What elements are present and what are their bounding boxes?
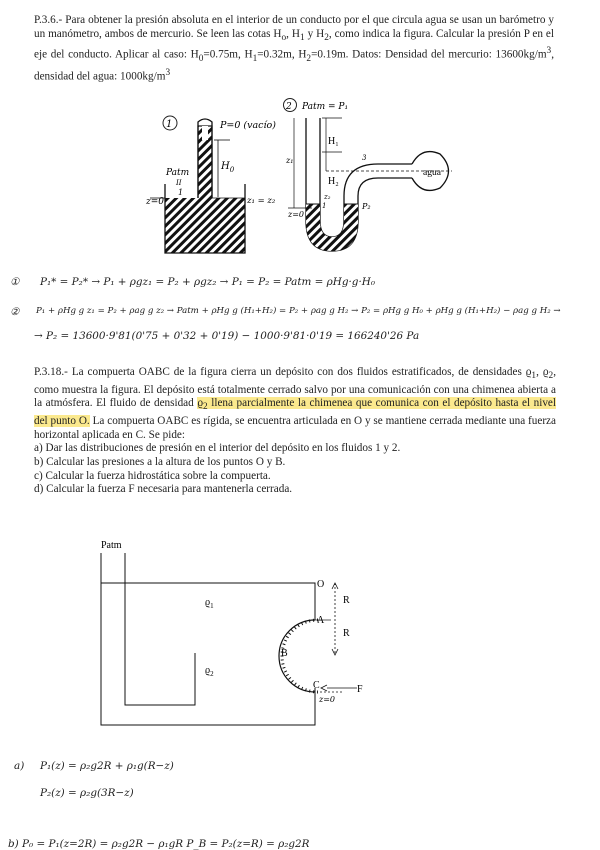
question-c: c) Calcular la fuerza hidrostática sobre la compuerta. (34, 469, 271, 482)
fig3-z0-label: z=0 (319, 695, 336, 704)
solution-2-line: P₁ + ρHg g z₁ = P₂ + ρag g z₂ → Patm + ρHg g (H₁+H₂) = P₂ + ρag g H₂ → P₂ = ρHg g H₀ + ρHg g (H₁+H₂) − ρag g H₂ → (36, 306, 561, 316)
fig2-h2-label: H₂ (328, 176, 339, 187)
fig3-point-c: C (313, 680, 320, 691)
fig1-z0-label: z=0 (146, 197, 165, 207)
solution-b-line: b) P₀ = P₁(z=2R) = ρ₂g2R − ρ₁gR P_B = P₂(z=R) = ρ₂g2R (8, 838, 310, 850)
solution-2-number: ② (10, 306, 20, 318)
solution-a-line2: P₂(z) = ρ₂g(3R−z) (40, 787, 134, 799)
fig3-force-f: F (357, 684, 363, 695)
fig1-z1z2-label: z₁ = z₂ (247, 196, 276, 206)
solution-a-label: a) (14, 760, 25, 772)
svg-text:2: 2 (286, 102, 292, 112)
solution-1-number: ① (10, 276, 20, 288)
fig3-r-upper: R (343, 595, 350, 606)
figure-tank-gate (95, 535, 395, 730)
solution-a-line1: P₁(z) = ρ₂g2R + ρ₁g(R−z) (40, 760, 174, 772)
fig2-three-label: 3 (362, 154, 367, 162)
fig2-agua-label: agua (423, 168, 441, 178)
question-a: a) Dar las distribuciones de presión en el interior del depósito en los fluidos 1 y 2. (34, 442, 401, 455)
fig3-rho2-label: $ϱ_2$ (205, 665, 214, 678)
fig2-one-label: 1 (322, 202, 327, 210)
problem-3-18-statement: P.3.18.- La compuerta OABC de la figura cierra un depósito con dos fluidos estratificados, de densidades $ϱ_1$, $ϱ_2$, como muestra la figura. El depósito está totalmente cerrado salvo por una comunicación con una chimenea abierta a la atmósfera. El fluido de densidad $ϱ_2$ llena parcialmente la chimenea que comunica con el depósito hasta el nivel del punto O. La compuerta OABC es rígida, se encuentra articulada en O y se mantiene cerrada mediante una fuerza horizontal aplicada en C. Se pide: a) Dar las distribuciones de presión en el interior del depósito en los fluidos 1 y 2. b) Calcular las presiones a la altura de los puntos O y B. c) Calcular la fuerza hidrostática sobre la compuerta. d) Calcular la fuerza F necesaria para mantenerla cerrada. (34, 366, 557, 496)
solution-3-line: → P₂ = 13600·9'81(0'75 + 0'32 + 0'19) − 1000·9'81·0'19 = 166240'26 Pa (34, 330, 420, 342)
svg-text:1: 1 (178, 188, 184, 197)
fig3-r-lower: R (343, 628, 350, 639)
fig2-patm-label: Patm = P₁ (302, 102, 349, 112)
fig3-patm-label: Patm (101, 540, 122, 551)
fig2-z1-label: z₁ (286, 156, 294, 165)
fig1-vacuum-label: P=0 (vacío) (220, 120, 276, 131)
figure-barometer (146, 112, 285, 257)
fig3-point-o: O (317, 579, 325, 590)
question-b: b) Calcular las presiones a la altura de los puntos O y B. (34, 456, 286, 469)
fig1-label-1: 1 (166, 119, 173, 130)
problem-3-6-statement: P.3.6.- Para obtener la presión absoluta en el interior de un conducto por el que circula agua se usan un barómetro y un manómetro, ambos de mercurio. Se leen las cotas $H_o$, $H_1$ y $H_2$, como indica la figura. Calcular la presión P en el eje del conducto. Aplicar al caso: $H_0=0.75m$, $H_1=0.32m$, $H_2=0.19m$. Datos: Densidad del mercurio: $13600kg/m^3$, densidad del agua: $1000kg/m^3$ (34, 14, 554, 83)
fig2-z2-label: z₂ (324, 193, 331, 201)
fig2-z0-label: z=0 (288, 210, 305, 219)
fig1-patm-label: Patm (166, 168, 190, 178)
fig3-point-a: A (317, 615, 325, 626)
fig1-h0-label: $H_0$ (221, 161, 235, 174)
fig2-h1-label: H₁ (328, 136, 339, 147)
fig3-rho1-label: $ϱ_1$ (205, 597, 214, 610)
fig2-p2-label: P₂ (362, 202, 371, 211)
question-d: d) Calcular la fuerza F necesaria para mantenerla cerrada. (34, 483, 293, 496)
fig1-patm-sub: II (176, 179, 182, 187)
fig3-point-b: B (281, 648, 288, 659)
solution-1-line: P₁* = P₂* → P₁ + ρgz₁ = P₂ + ρgz₂ → P₁ = P₂ = Patm = ρHg·g·H₀ (40, 276, 375, 288)
figure-manometer (282, 96, 457, 266)
